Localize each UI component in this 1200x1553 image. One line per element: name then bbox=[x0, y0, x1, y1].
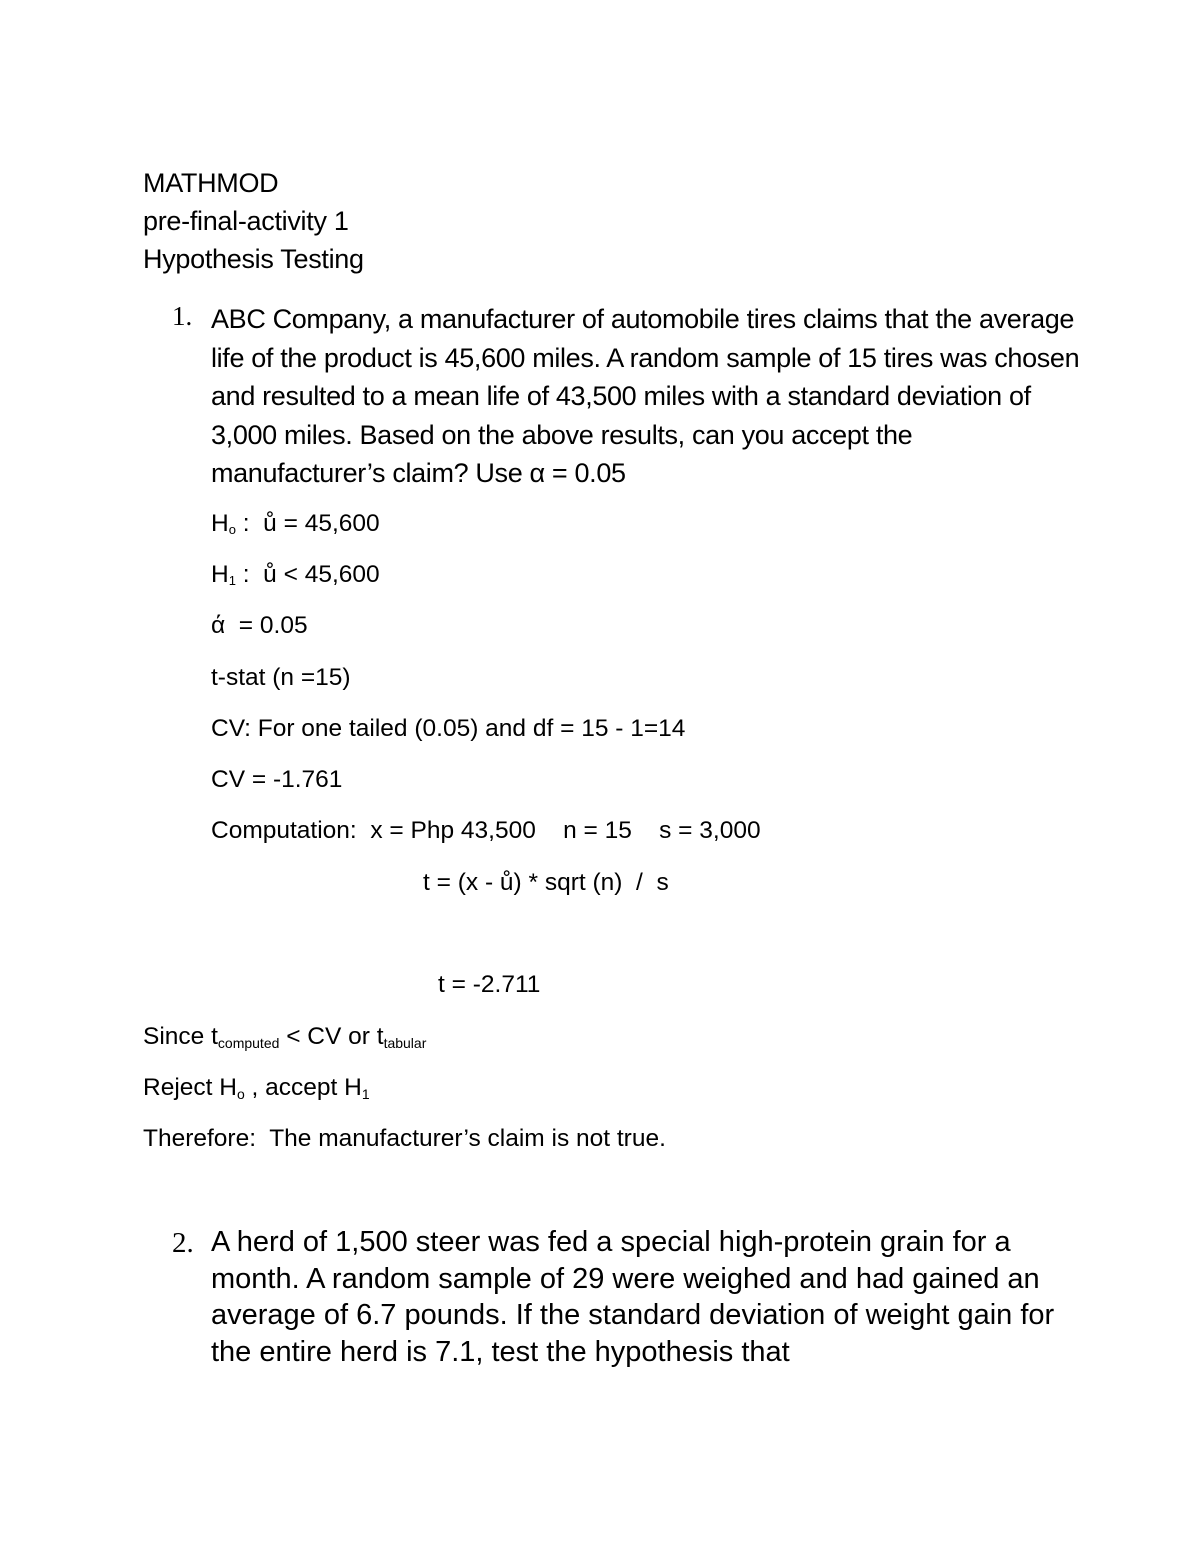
h0-subscript: o bbox=[228, 522, 236, 537]
tstat-line: t-stat (n =15) bbox=[211, 664, 351, 691]
reject-h0-subscript: o bbox=[236, 1086, 245, 1102]
problem-1-text: ABC Company, a manufacturer of automobile tires claims that the average life of the product is 45,600 miles. A random sample of 15 tires was chosen and resulted to a mean life of 43,500 miles with a standard deviation of 3,000 miles. Based on the above results, can you accept the manufacturer’s claim? Use α = 0.05 bbox=[211, 304, 1080, 488]
therefore-line: Therefore: The manufacturer’s claim is not true. bbox=[143, 1125, 666, 1152]
topic-title: Hypothesis Testing bbox=[143, 244, 364, 274]
h1-statement: : ů < 45,600 bbox=[235, 561, 380, 588]
h0-symbol: H bbox=[211, 510, 229, 537]
alpha-line: ά = 0.05 bbox=[211, 612, 308, 639]
problem-2-number: 2. bbox=[172, 1227, 194, 1259]
null-hypothesis bbox=[211, 512, 380, 537]
problem-1-number: 1. bbox=[172, 301, 193, 331]
problem-2-text: A herd of 1,500 steer was fed a special high-protein grain for a month. A random sample of 29 were weighed and had gained an average of 6.7 pounds. If the standard deviation of weight gain for the entire herd is 7.1, test the hypothesis that bbox=[211, 1226, 1055, 1368]
reject-middle: , accept H bbox=[244, 1074, 362, 1101]
course-title: MATHMOD bbox=[143, 168, 279, 198]
t-formula: t = (x - ů) * sqrt (n) / s bbox=[423, 869, 669, 896]
critical-value-description: CV: For one tailed (0.05) and df = 15 - 1=14 bbox=[211, 715, 686, 742]
since-middle: < CV or t bbox=[279, 1023, 384, 1050]
since-prefix: Since t bbox=[143, 1023, 218, 1050]
h1-subscript: 1 bbox=[228, 573, 236, 588]
h1-symbol: H bbox=[211, 561, 229, 588]
accept-h1-subscript: 1 bbox=[361, 1086, 370, 1102]
alternative-hypothesis bbox=[211, 563, 380, 588]
t-result: t = -2.711 bbox=[438, 971, 541, 998]
h0-statement: : ů = 45,600 bbox=[235, 510, 380, 537]
comparison-line bbox=[143, 1025, 426, 1050]
critical-value: CV = -1.761 bbox=[211, 766, 343, 793]
reject-prefix: Reject H bbox=[143, 1074, 237, 1101]
computation-line: Computation: x = Php 43,500 n = 15 s = 3,000 bbox=[211, 817, 761, 844]
activity-title: pre-final-activity 1 bbox=[143, 206, 349, 236]
decision-line bbox=[143, 1076, 370, 1101]
t-tabular-subscript: tabular bbox=[383, 1035, 427, 1051]
t-computed-subscript: computed bbox=[217, 1035, 280, 1051]
